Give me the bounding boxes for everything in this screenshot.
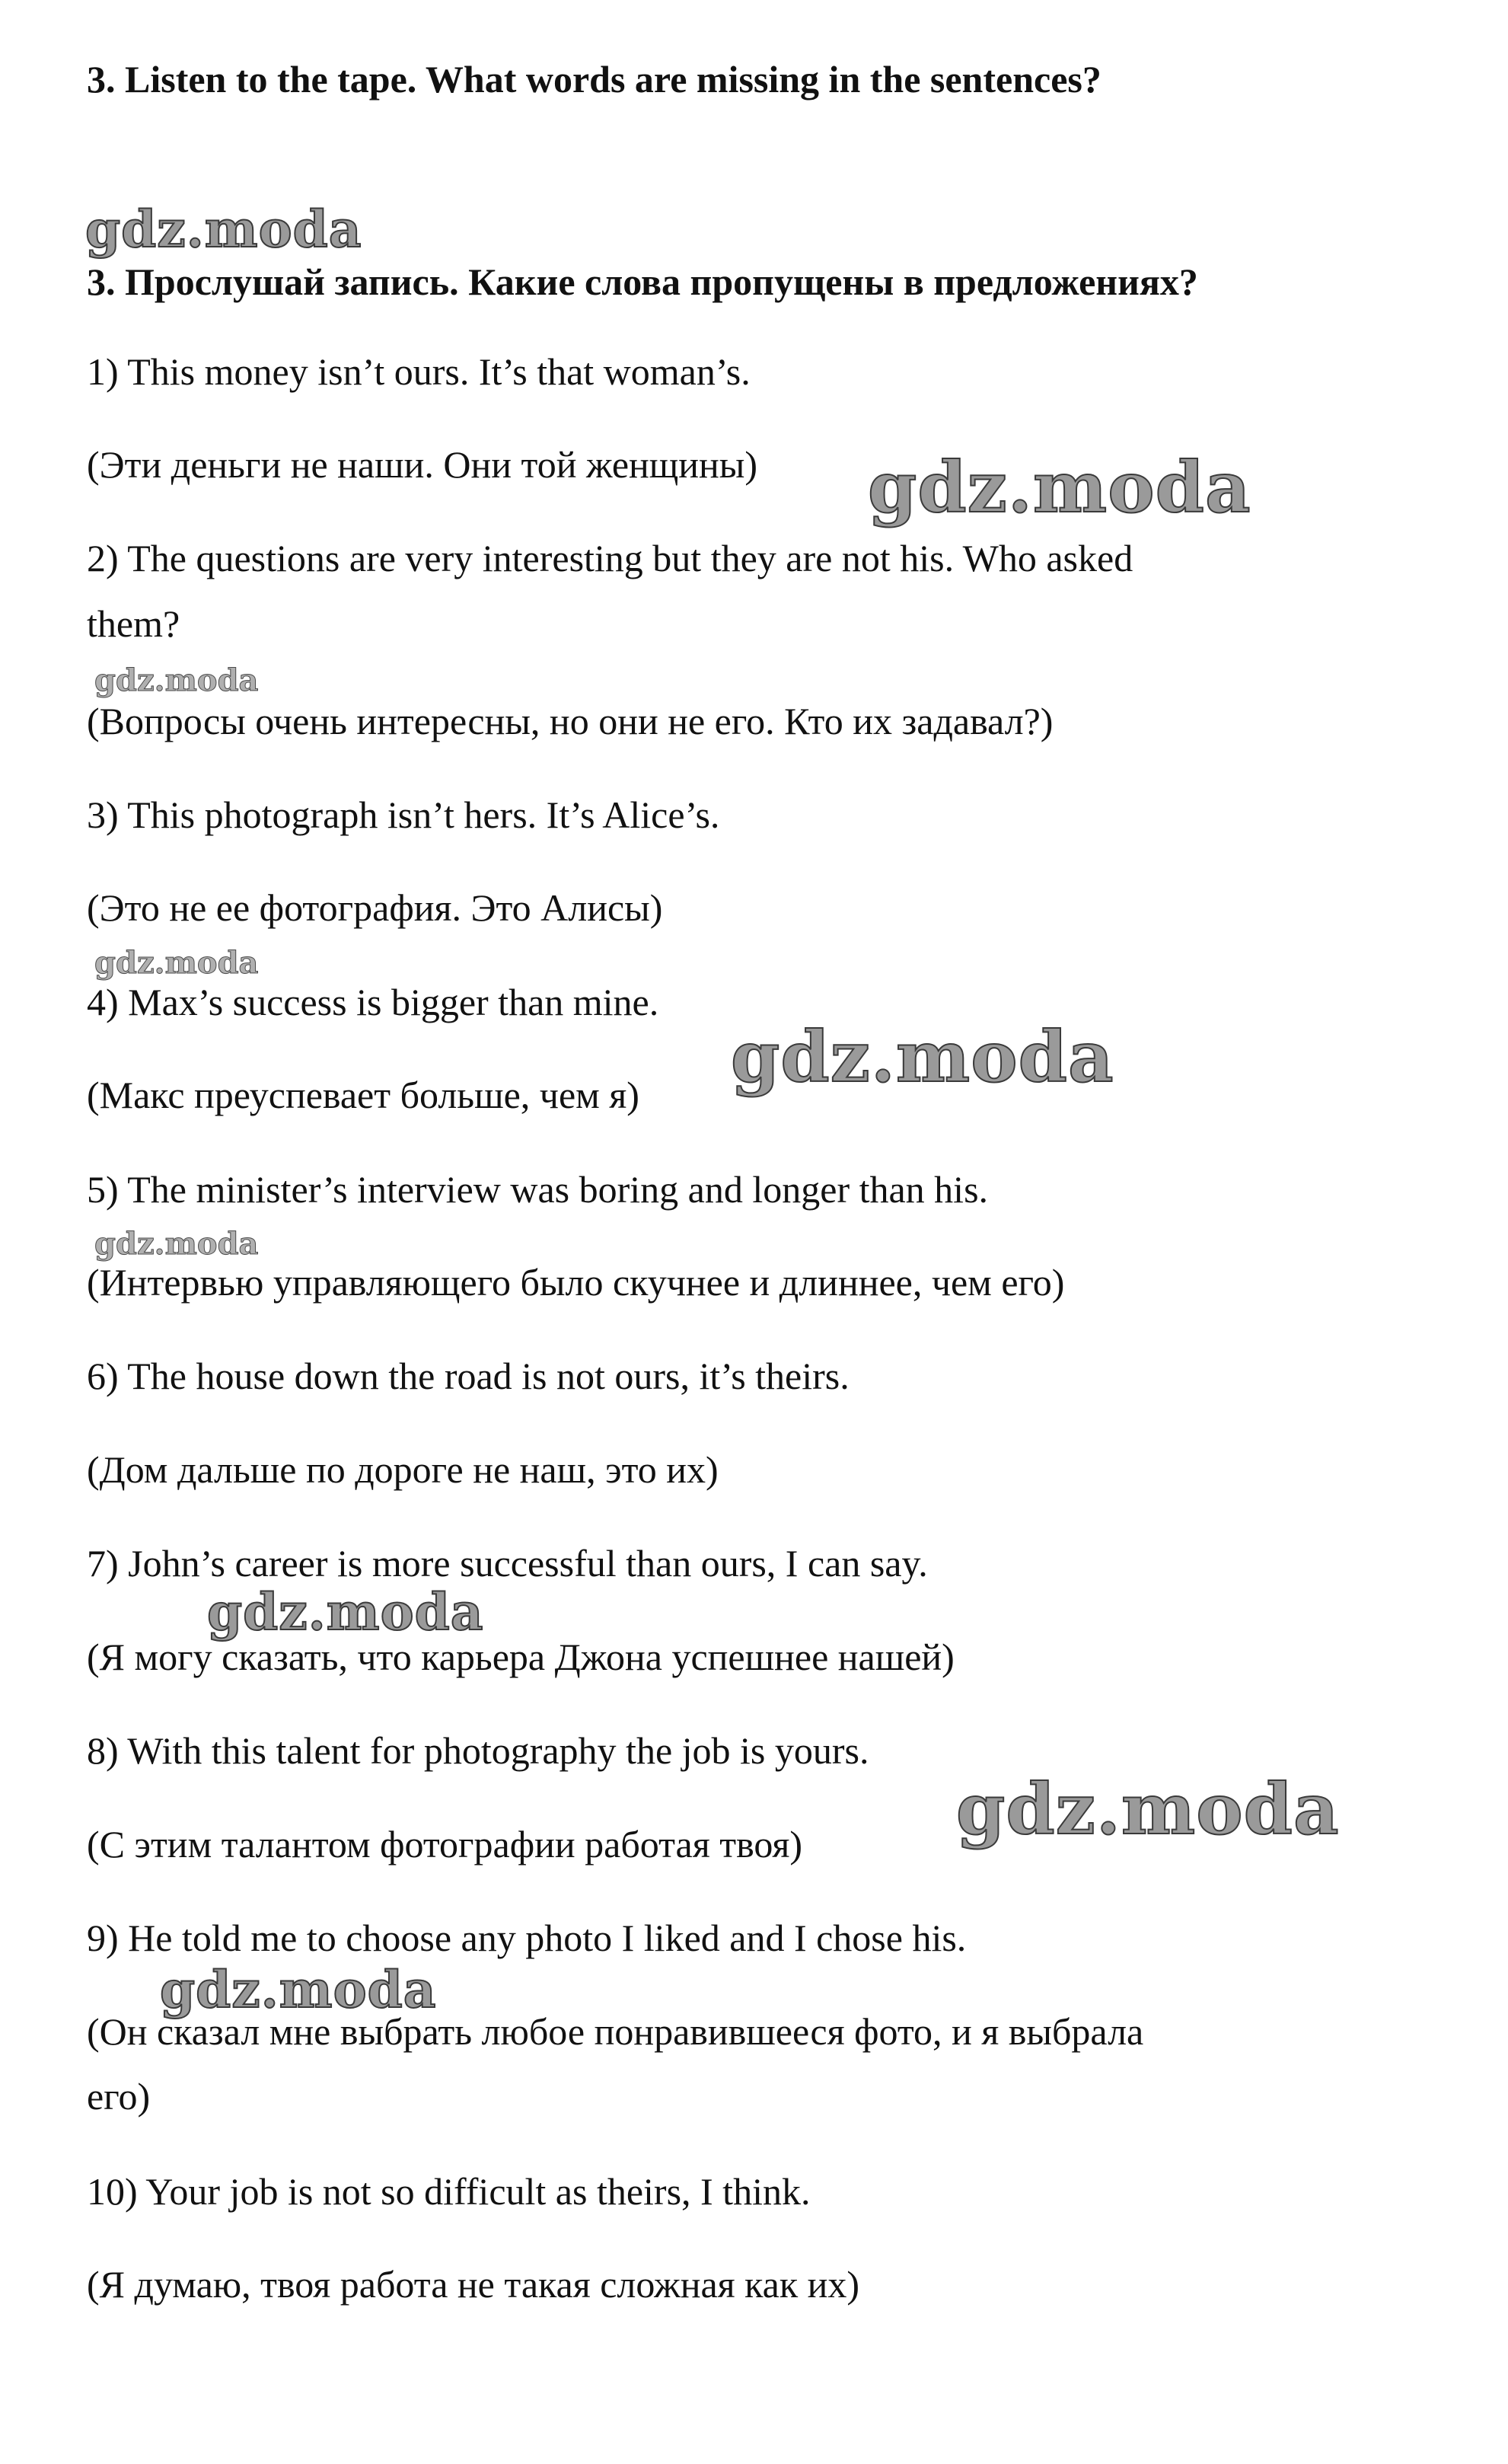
item-6-en: 6) The house down the road is not ours, it’s theirs.	[87, 1355, 850, 1397]
item-4-ru: (Макс преуспевает больше, чем я)	[87, 1074, 639, 1116]
item-4-en: 4) Max’s success is bigger than mine.	[87, 981, 659, 1023]
item-8-ru: (С этим талантом фотографии работая твоя)	[87, 1823, 803, 1866]
watermark: gdz.moda	[207, 1582, 484, 1642]
item-1-en: 1) This money isn’t ours. It’s that woman’s.	[87, 350, 751, 393]
task-title-en: 3. Listen to the tape. What words are missing in the sentences?	[87, 58, 1102, 101]
task-title-ru: 3. Прослушай запись. Какие слова пропущены в предложениях?	[87, 260, 1198, 303]
item-3-en: 3) This photograph isn’t hers. It’s Alice’s.	[87, 793, 720, 836]
item-2-ru: (Вопросы очень интересны, но они не его. Кто их задавал?)	[87, 700, 1054, 742]
watermark: gdz.moda	[94, 662, 259, 698]
watermark: gdz.moda	[94, 945, 259, 981]
item-10-en: 10) Your job is not so difficult as theirs, I think.	[87, 2170, 811, 2213]
item-2-en-line2: them?	[87, 602, 180, 645]
watermark: gdz.moda	[85, 199, 362, 259]
item-7-ru: (Я могу сказать, что карьера Джона успешнее нашей)	[87, 1636, 955, 1678]
item-10-ru: (Я думаю, твоя работа не такая сложная как их)	[87, 2263, 860, 2306]
watermark: gdz.moda	[94, 1226, 259, 1262]
item-3-ru: (Это не ее фотография. Это Алисы)	[87, 886, 663, 929]
item-6-ru: (Дом дальше по дороге не наш, это их)	[87, 1448, 719, 1491]
watermark: gdz.moda	[956, 1768, 1340, 1850]
item-8-en: 8) With this talent for photography the job is yours.	[87, 1729, 869, 1772]
item-7-en: 7) John’s career is more successful than ours, I can say.	[87, 1542, 928, 1585]
item-2-en-line1: 2) The questions are very interesting but they are not his. Who asked	[87, 537, 1133, 579]
watermark: gdz.moda	[868, 446, 1251, 528]
item-9-ru-line2: его)	[87, 2075, 151, 2118]
item-9-ru-line1: (Он сказал мне выбрать любое понравившееся фото, и я выбрала	[87, 2010, 1144, 2053]
watermark: gdz.moda	[731, 1016, 1114, 1098]
item-1-ru: (Эти деньги не наши. Они той женщины)	[87, 443, 758, 486]
item-5-ru: (Интервью управляющего было скучнее и длиннее, чем его)	[87, 1261, 1065, 1304]
item-5-en: 5) The minister’s interview was boring and longer than his.	[87, 1168, 989, 1211]
item-9-en: 9) He told me to choose any photo I liked and I chose his.	[87, 1917, 967, 1959]
watermark: gdz.moda	[160, 1960, 437, 2019]
